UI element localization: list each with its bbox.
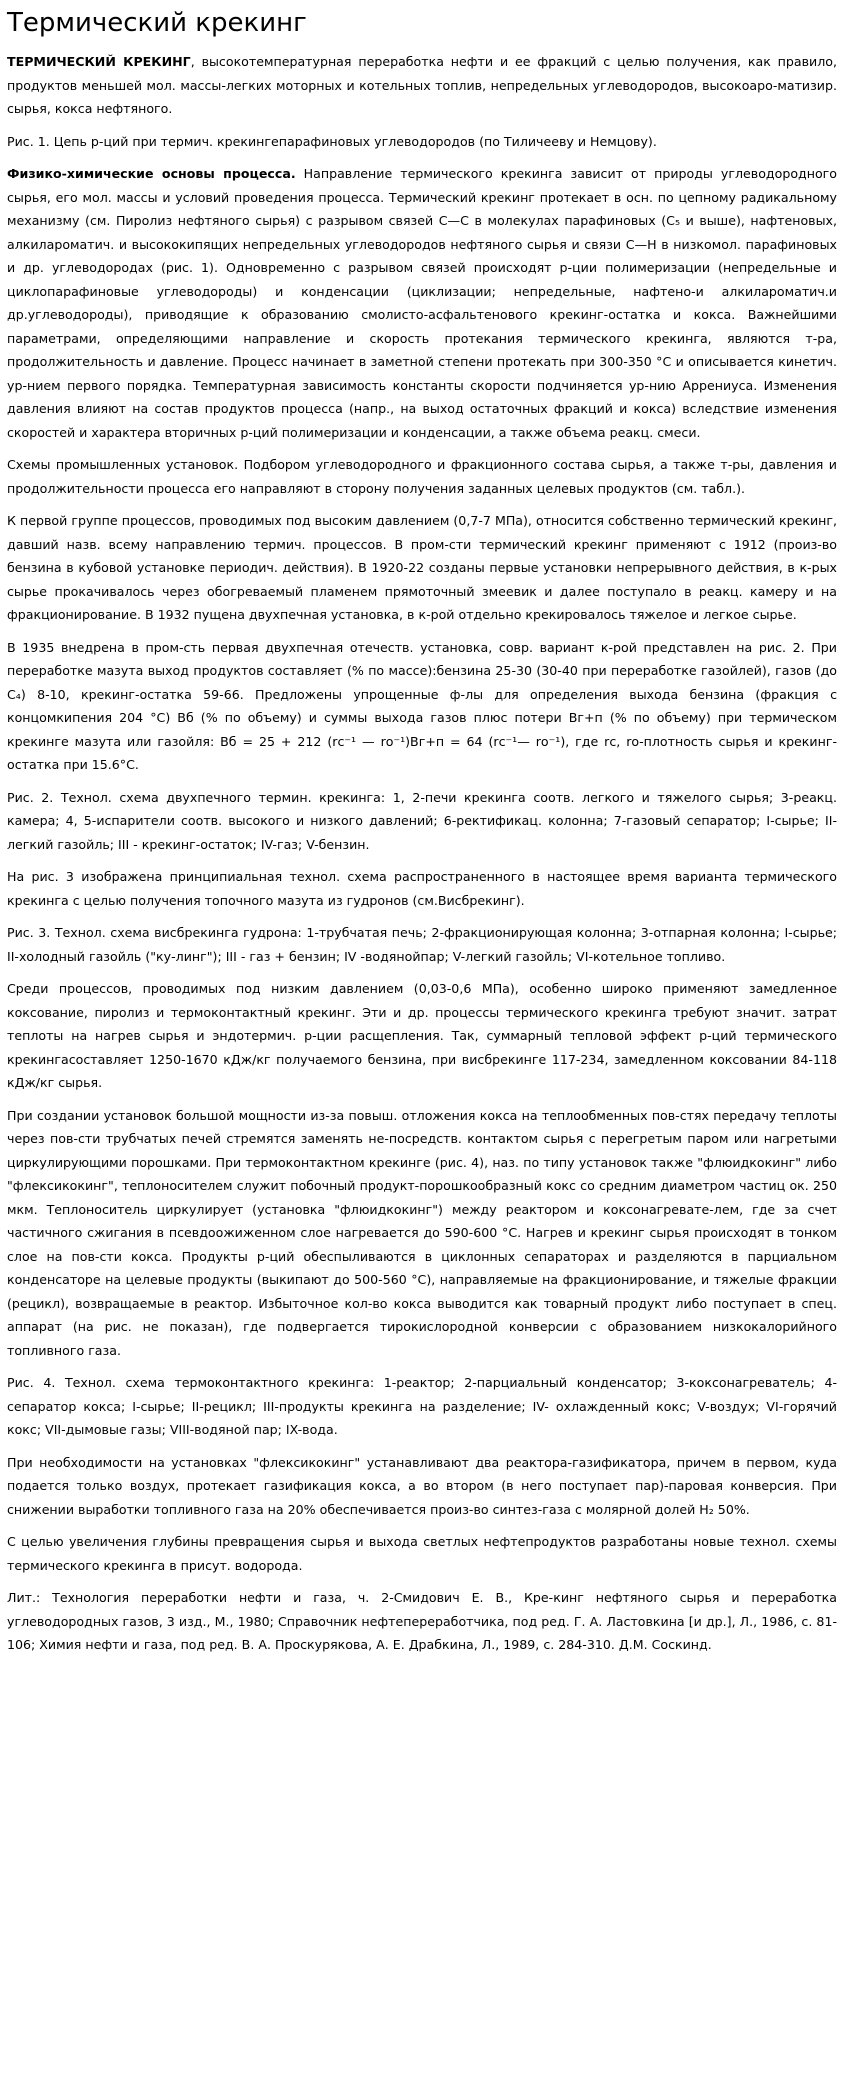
paragraph-text: Среди процессов, проводимых под низким давлением (0,03-0,6 МПа), особенно широко применяют замедленное коксование, пиролиз и термоконтактный крекинг. Эти и др. процессы термического крекинга требуют значит. затрат теплоты на нагрев сырья и эндотермич. р-ции расщепления. Так, суммарный тепловой эффект р-ций термического крекингасоставляет 1250-1670 кДж/кг получаемого бензина, при висбрекинге 117-234, замедленном коксовании 84-118 кДж/кг сырья. <box>7 981 837 1090</box>
paragraph-text: Рис. 1. Цепь р-ций при термич. крекингепарафиновых углеводородов (по Тиличееву и Немцову). <box>7 133 657 149</box>
paragraph-low-pressure <box>7 977 837 1095</box>
paragraph-text: , высокотемпературная переработка нефти и ее фракций с целью получения, как правило, продуктов меньшей мол. массы-легких моторных и котельных топлив, непредельных углеводородов, высокоаро-матизир. сырья, кокса нефтяного. <box>7 54 837 116</box>
paragraph-high-pressure <box>7 509 837 627</box>
paragraph-flexicoking <box>7 1451 837 1522</box>
paragraph-text: При создании установок большой мощности из-за повыш. отложения кокса на теплообменных пов-стях передачу теплоты через пов-сти трубчатых печей стремятся заменять не-посредств. контактом сырья с перегретым паром или нагретыми циркулирующими порошками. При термоконтактном крекинге (рис. 4), наз. по типу установок также "флюидкокинг" либо "флексикокинг", теплоносителем служит побочный продукт-порошкообразный кокс со средним диаметром частиц ок. 250 мкм. Теплоноситель циркулирует (установка "флюидкокинг") между реактором и коксонагревате-лем, где за счет частичного сжигания в псевдоожиженном слое нагревается до 590-600 °С. Нагрев и крекинг сырья происходят в тонком слое на пов-сти кокса. Продукты р-ций обеспыливаются в циклонных сепараторах и разделяются в парциальном конденсаторе на целевые продукты (выкипают до 500-560 °С), направляемые на фракционирование, и тяжелые фракции (рецикл), возвращаемые в реактор. Избыточное кол-во кокса выводится как товарный продукт либо поступает в спец. аппарат (на рис. не показан), где подвергается тирокислородной конверсии с образованием низкокалорийного топливного газа. <box>7 1107 837 1358</box>
paragraph-text: К первой группе процессов, проводимых под высоким давлением (0,7-7 МПа), относится собственно термический крекинг, давший назв. всему направлению термич. процессов. В пром-сти термический крекинг применяют с 1912 (произ-во бензина в кубовой установке периодич. действия). В 1920-22 созданы первые установки непрерывного действия, в к-рых сырье прокачивалось через обогреваемый пламенем прямоточный змеевик и далее поступало в реакц. камеру и на фракционирование. В 1932 пущена двухпечная установка, в к-рой отдельно крекировалось тяжелое и легкое сырье. <box>7 513 837 622</box>
page-title: Термический крекинг <box>7 8 307 38</box>
paragraph-text: Схемы промышленных установок. Подбором углеводородного и фракционного состава сырья, а также т-ры, давления и продолжительности процесса его направляют в сторону получения заданных целевых продуктов (см. табл.). <box>7 457 837 496</box>
paragraph-text: При необходимости на установках "флексикокинг" устанавливают два реактора-газификатора, причем в первом, куда подается только воздух, протекает газификация кокса, а во втором (в него поступает пар)-паровая конверсия. При снижении выработки топливного газа на 20% обеспечивается произ-во синтез-газа с молярной долей H₂ 50%. <box>7 1454 837 1517</box>
paragraph-text: Рис. 2. Технол. схема двухпечного термин. крекинга: 1, 2-печи крекинга соотв. легкого и тяжелого сырья; 3-реакц. камера; 4, 5-испарители соотв. высокого и низкого давлений; 6-ректификац. колонна; 7-газовый сепаратор; I-сырье; II-легкий газойль; III - крекинг-остаток; IV-газ; V-бензин. <box>7 789 837 852</box>
figure-caption-3 <box>7 921 837 968</box>
paragraph-intro <box>7 50 837 121</box>
paragraph-schemes <box>7 453 837 500</box>
figure-caption-1 <box>7 130 837 154</box>
paragraph-text: Направление термического крекинга зависит от природы углеводородного сырья, его мол. массы и условий проведения процесса. Термический крекинг протекает в осн. по цепному радикальному механизму (см. Пиролиз нефтяного сырья) с разрывом связей С—С в молекулах парафиновых (C₅ и выше), нафтеновых, алкилароматич. и высококипящих непредельных углеводородов нефтяного сырья и связи С—Н в низкомол. парафиновых и др. углеводородах (рис. 1). Одновременно с разрывом связей происходят р-ции полимеризации (непредельные и циклопарафиновые углеводороды) и конденсации (циклизации; непредельные, нафтено-и алкилароматич.и др.углеводороды), приводящие к образованию смолисто-асфальтенового крекинг-остатка и кокса. Важнейшими параметрами, определяющими направление и скорость протекания термического крекинга, являются т-ра, продолжительность и давление. Процесс начинает в заметной степени протекать при 300-350 °С и описывается кинетич. ур-нием первого порядка. Температурная зависимость константы скорости подчиняется ур-нию Аррениуса. Изменения давления влияют на состав продуктов процесса (напр., на выход остаточных фракций и кокса) вследствие изменения скоростей и характера вторичных р-ций полимеризации и конденсации, а также объема реакц. смеси. <box>7 166 837 440</box>
paragraph-text: На рис. 3 изображена принципиальная технол. схема распространенного в настоящее время варианта термического крекинга с целью получения топочного мазута из гудронов (см.Висбрекинг). <box>7 869 837 908</box>
paragraph-fig3-intro <box>7 865 837 912</box>
article <box>0 8 837 1657</box>
paragraph-physchem <box>7 162 837 444</box>
paragraph-text: Лит.: Технология переработки нефти и газа, ч. 2-Смидович Е. В., Кре-кинг нефтяного сырья и переработка углеводородных газов, 3 изд., М., 1980; Справочник нефтепереработчика, под ред. Г. А. Ластовкина [и др.], Л., 1986, с. 81-106; Химия нефти и газа, под ред. В. А. Проскурякова, А. Е. Драбкина, Л., 1989, с. 284-310. Д.М. Соскинд. <box>7 1590 837 1652</box>
references <box>7 1586 837 1657</box>
term-heading: ТЕРМИЧЕСКИЙ КРЕКИНГ <box>7 54 191 69</box>
figure-caption-4 <box>7 1371 837 1442</box>
paragraph-large-plants <box>7 1104 837 1363</box>
paragraph-hydrogen <box>7 1530 837 1577</box>
paragraph-text: В 1935 внедрена в пром-сть первая двухпечная отечеств. установка, совр. вариант к-рой представлен на рис. 2. При переработке мазута выход продуктов составляет (% по массе):бензина 25-30 (30-40 при переработке газойлей), газов (до C₄) 8-10, крекинг-остатка 59-66. Предложены упрощенные ф-лы для определения выхода бензина (фракция с концомкипения 204 °С) Bб (% по объему) и суммы выхода газов плюс потери Bг+п (% по объему) при термическом крекинге мазута или газойля: Bб = 25 + 212 (rс⁻¹ — rо⁻¹)Bг+п = 64 (rс⁻¹— rо⁻¹), где rс, rо-плотность сырья и крекинг-остатка при 15.6°С. <box>7 639 837 772</box>
paragraph-text: Рис. 3. Технол. схема висбрекинга гудрона: 1-трубчатая печь; 2-фракционирующая колонна; 3-отпарная колонна; I-сырье; II-холодный газойль ("ку-линг"); III - газ + бензин; IV -водянойпар; V-легкий газойль; VI-котельное топливо. <box>7 925 837 964</box>
figure-caption-2 <box>7 786 837 857</box>
paragraph-text: Рис. 4. Технол. схема термоконтактного крекинга: 1-реактор; 2-парциальный конденсатор; 3-коксонагреватель; 4-сепаратор кокса; I-сырье; II-рецикл; III-продукты крекинга на разделение; IV- охлажденный кокс; V-воздух; VI-горячий кокс; VII-дымовые газы; VIII-водяной пар; IX-вода. <box>7 1375 837 1437</box>
section-heading: Физико-химические основы процесса. <box>7 166 296 181</box>
paragraph-text: С целью увеличения глубины превращения сырья и выхода светлых нефтепродуктов разработаны новые технол. схемы термического крекинга в присут. водорода. <box>7 1534 837 1573</box>
paragraph-1935 <box>7 636 837 777</box>
